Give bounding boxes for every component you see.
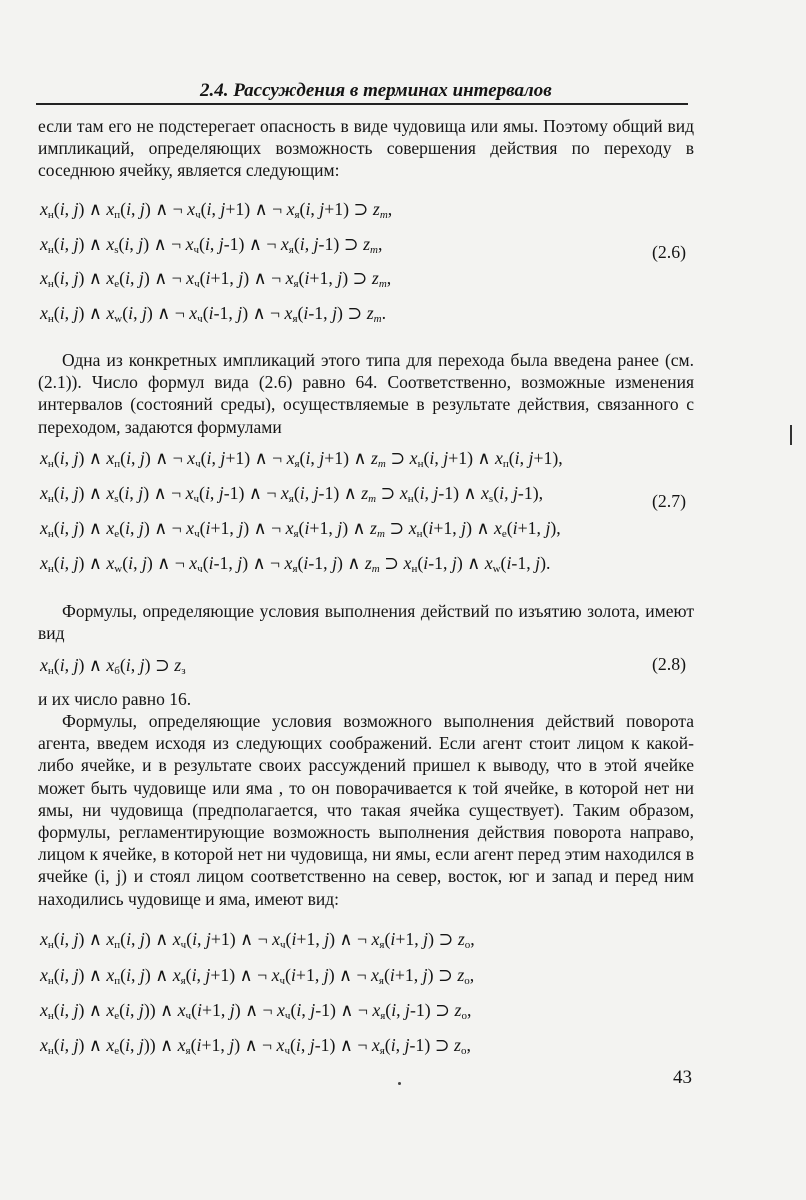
formula-2-6-row: $x_н(i$, j) ∧ $x_п(i$, j) ∧ ¬ $x_ч(i$, j+1) ∧ ¬ $x_я(i$, j+1) ⊃ $z_m$, [40,199,393,221]
formula-2-7-row: $x_н(i$, j) ∧ $x_s(i$, j) ∧ ¬ $x_ч(i$, j-1) ∧ ¬ $x_я(i$, j-1) ∧ $z_m$ ⊃ $x_н(i$, j-1) ∧ $x_s(i$, j-1), [40,483,544,505]
header-rule [36,103,688,105]
equation-number: (2.6) [652,242,687,262]
page-number: 43 [673,1067,692,1088]
formula-2-6-row: $x_н(i$, j) ∧ $x_w(i$, j) ∧ ¬ $x_ч(i-1$, j) ∧ ¬ $x_я(i-1$, j) ⊃ $z_m$. [40,303,387,325]
formula-2-7-row: $x_н(i$, j) ∧ $x_п(i$, j) ∧ ¬ $x_ч(i$, j+1) ∧ ¬ $x_я(i$, j+1) ∧ $z_m$ ⊃ $x_н(i$, j+1) ∧ $x_п(i$, j+1), [40,448,563,470]
formula-2-8: $x_н(i$, j) ∧ $x_б(i$, j) ⊃ $z_з$ [40,655,186,677]
formula-2-7-row: $x_н(i$, j) ∧ $x_e(i$, j) ∧ ¬ $x_ч(i+1$, j) ∧ ¬ $x_я(i+1$, j) ∧ $z_m$ ⊃ $x_н(i+1$, j) ∧ $x_e(i+1$, j), [40,518,561,540]
formula-turn-row: $x_н(i$, j) ∧ $x_e(i$, j)) ∧ $x_я(i+1$, j) ∧ ¬ $x_ч(i$, j-1) ∧ ¬ $x_я(i$, j-1) ⊃ $z_о$, [40,1035,471,1057]
equation-number: (2.7) [652,491,687,511]
paragraph-intro: если там его не подстерегает опасность в виде чудовища или ямы. Поэтому общий вид импликаций, определяющих возможность совершения действия по переходу в соседнюю ячейку, является следующим: [38,116,694,181]
paragraph-count: и их число равно 16. [38,689,192,709]
margin-mark [790,425,792,445]
formula-turn-row: $x_н(i$, j) ∧ $x_п(i$, j) ∧ $x_я(i$, j+1) ∧ ¬ $x_ч(i+1$, j) ∧ ¬ $x_я(i+1$, j) ⊃ $z_о$, [40,965,475,987]
running-header: 2.4. Рассуждения в терминах интервалов [200,80,552,101]
formula-turn-row: $x_н(i$, j) ∧ $x_e(i$, j)) ∧ $x_ч(i+1$, j) ∧ ¬ $x_ч(i$, j-1) ∧ ¬ $x_я(i$, j-1) ⊃ $z_о$, [40,1000,472,1022]
paragraph-transition: Одна из конкретных импликаций этого типа для перехода была введена ранее (см. (2.1)). Число формул вида (2.6) равно 64. Соответственно, возможные изменения интервалов (состояний среды), осуществляемые в результате действия, связанного с переходом, задаются формулами [38,350,694,437]
formula-2-7-row: $x_н(i$, j) ∧ $x_w(i$, j) ∧ ¬ $x_ч(i-1$, j) ∧ ¬ $x_я(i-1$, j) ∧ $z_m$ ⊃ $x_н(i-1$, j) ∧ $x_w(i-1$, j). [40,553,551,575]
paragraph-gold: Формулы, определяющие условия выполнения действий по изъятию золота, имеют вид [38,601,694,644]
formula-2-6-row: $x_н(i$, j) ∧ $x_s(i$, j) ∧ ¬ $x_ч(i$, j-1) ∧ ¬ $x_я(i$, j-1) ⊃ $z_m$, [40,234,383,256]
scan-speck [398,1082,401,1085]
formula-turn-row: $x_н(i$, j) ∧ $x_п(i$, j) ∧ $x_ч(i$, j+1) ∧ ¬ $x_ч(i+1$, j) ∧ ¬ $x_я(i+1$, j) ⊃ $z_о$, [40,929,475,951]
paragraph-turn: Формулы, определяющие условия возможного выполнения действий поворота агента, введем исходя из следующих соображений. Если агент стоит лицом к какой-либо ячейке, и в результате своих рассуждений пришел к выводу, что в этой ячейке может быть чудовище или яма , то он поворачивается к той ячейке, в которой нет ни ямы, ни чудовища (предполагается, что такая ячейка существует). Таким образом, формулы, регламентирующие возможность выполнения действия поворота направо, лицом к ячейке, в которой нет ни чудовища, ни ямы, если агент перед этим находился в ячейке (i, j) и стоял лицом соответственно на север, восток, юг и запад и перед ним находились чудовище и яма, имеют вид: [38,711,694,909]
formula-2-6-row: $x_н(i$, j) ∧ $x_e(i$, j) ∧ ¬ $x_ч(i+1$, j) ∧ ¬ $x_я(i+1$, j) ⊃ $z_m$, [40,268,392,290]
equation-number: (2.8) [652,654,687,674]
